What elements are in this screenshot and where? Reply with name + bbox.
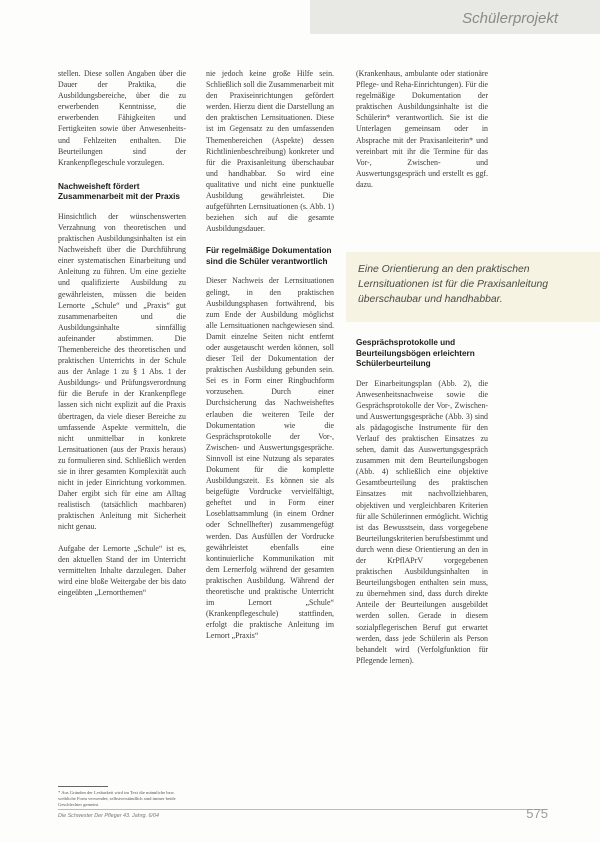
paragraph: Der Einarbeitungsplan (Abb. 2), die Anwesenheitsnachweise sowie die Gesprächsprotokolle der Vor-, Zwischen- und Auswertungsgespräche (Abb. 3) sind als pädagogische Instrumente für den Verlauf des praktischen Einsatzes zu sehen, damit das Auswertungsgespräch zusammen mit dem Beurteilungsbogen (Abb. 4) schließlich eine objektive Gesamtbeurteilung des praktischen Einsatzes mit nachvollziehbaren, objektiven und vergleichbaren Kriterien für alle Schülerinnen ermöglicht. Wichtig ist das Bewusstsein, dass vorgegebene Beurteilungskriterien berufsbestimmt und durch wenn diese Orientierung an den in der KrPflAPrV vorgegebenen praktischen Ausbildungsinhalten in Beurteilungsbogen enthalten sein muss, zu übernehmen sind, dass durch direkte Anteile der Beurteilungen ausgebildet werden sollen. Gerade in diesem sozialpflegerischen Beruf gut erwartet werden, dass jede Schülerin als Person behandelt wird (Verfolgfunktion für Pflegende lernen). <box>356 378 488 665</box>
column-3-upper <box>356 68 488 190</box>
journal-citation: Die Schwester Der Pfleger 43. Jahrg. 6/04 <box>58 813 159 819</box>
column-3-lower <box>356 338 488 666</box>
subheading: Nachweisheft fördert Zusammenarbeit mit der Praxis <box>58 181 180 202</box>
column-1 <box>58 68 186 598</box>
paragraph: Hinsichtlich der wünschenswerten Verzahnung von theoretischen und praktischen Ausbildungsinhalten ist ein Nachweisheft über die Durchführung einer systematischen Einarbeitung und Anleitung zu führen. Um eine gezielte und qualifizierte Ausbildung zu gewährleisten, müssen die beiden Lernorte „Schule“ und „Praxis“ gut zusammenarbeiten und die Ausbildungsinhalte sinnfällig aufeinander abstimmen. Die Themenbereiche des theoretischen und praktischen Unterrichts in der Schule aus der Anlage 1 zu § 1 Abs. 1 der Ausbildungs- und Prüfungsverordnung für die Berufe in der Krankenpflege lassen sich nicht explizit auf die Praxis übertragen, da viele dieser Bereiche zu umfassende Aspekte vermitteln, die nicht unmittelbar in konkrete Lernsituationen (aus der Praxis heraus) zu formulieren sind. Schließlich werden sie in ihrer gesamten Komplexität auch nicht in jeder Einrichtung vorkommen. Daher ergibt sich für eine am Alltag realistisch (tatsächlich machbaren) praktischen Anleitung mit Sicherheit nicht genau. <box>58 211 186 532</box>
subheading: Gesprächsprotokolle und Beurteilungsbögen erleichtern Schülerbeurteilung <box>356 338 475 368</box>
page-number: 575 <box>526 806 548 821</box>
footer-rule <box>58 809 548 810</box>
footnote-rule <box>58 786 108 787</box>
subheading: Für regelmäßige Dokumentation sind die Schüler verantwortlich <box>206 246 332 266</box>
paragraph: stellen. Diese sollen Angaben über die Dauer der Praktika, die Ausbildungsbereiche, über die zu erwerbenden Kenntnisse, die erwerbenden Fähigkeiten und Fertigkeiten sowie über Anwesenheits- und Fehlzeiten enthalten. Die Beurteilungen sind der Krankenpflegeschule vorzulegen. <box>58 69 186 167</box>
paragraph: Dieser Nachweis der Lernsituationen gelingt, in den praktischen Ausbildungsphasen fortwährend, bis zum Ende der Ausbildung möglichst alle Lernsituationen nachgewiesen sind. Damit einzelne Seiten nicht entfernt oder ausgetauscht werden können, soll dieser Teil der Dokumentation der praktischen Ausbildung gebunden sein. Sei es in Form einer Ringbuchform vorzusehen. Durch einer Durchsicherung das Nachweisheftes erlauben die weiteren Teile der Dokumentation wie die Gesprächsprotokolle der Vor-, Zwischen- und Auswertungsgespräche. Sinnvoll ist eine Nutzung als separates Dokument für die komplette Ausbildungszeit. Es können sie als beigefügte Vordrucke vervielfältigt, geheftet und in Form einer Loseblattsammlung (in einem Ordner oder Schnellhefter) zusammengefügt werden. Das Ausfüllen der Vordrucke gewährleistet ebenfalls eine kontinuierliche Kommunikation mit dem Lernerfolg während der gesamten praktischen Ausbildung. Während der theoretische und praktische Unterricht im Lernort „Schule“ (Krankenpflegeschule) stattfinden, erfolgt die praktische Anleitung im Lernort „Praxis“ <box>206 276 334 641</box>
footnote: * Aus Gründen der Lesbarkeit wird im Text die männliche bzw. weibliche Form verwendet; selbstverständlich sind immer beide Geschlechter gemeint. <box>58 790 176 807</box>
pull-quote: Eine Orientierung an den praktischen Lernsituationen ist für die Praxisanleitung überschaubar und handhabbar. <box>346 252 600 322</box>
paragraph: (Krankenhaus, ambulante oder stationäre Pflege- und Reha-Einrichtungen). Für die regelmäßige Dokumentation der praktischen Ausbildungsinhalte ist die Schülerin* verantwortlich. Sie ist die Unterlagen gemeinsam oder in Absprache mit der Praxisanleiterin* und vereinbart mit ihr die Termine für das Vor-, Zwischen- und Auswertungsgespräch und erstellt es ggf. dazu. <box>356 69 488 189</box>
paragraph: nie jedoch keine große Hilfe sein. Schließlich soll die Zusammenarbeit mit den Praxiseinrichtungen gefördert werden. Hierzu dient die Darstellung an den praktischen Lernsituationen. Diese ist im Gegensatz zu den umfassenden Themenbereichen (Aspekte) dessen Richtlinienbeschreibung) konkreter und für die Praxisanleitung überschaubar und handhabbar. So wird eine qualitative und nicht eine punktuelle Ausbildung gewährleistet. Die aufgeführten Lernsituationen (s. Abb. 1) beziehen sich auf die gesamte Ausbildungsdauer. <box>206 69 334 234</box>
paragraph: Aufgabe der Lernorte „Schule“ ist es, den aktuellen Stand der im Unterricht vermittelten Inhalte darzulegen. Daher wird eine bloße Weitergabe der bis dato eingeübten „Lernorthemen“ <box>58 543 186 597</box>
column-2 <box>206 68 334 642</box>
section-label: Schülerprojekt <box>462 10 558 27</box>
